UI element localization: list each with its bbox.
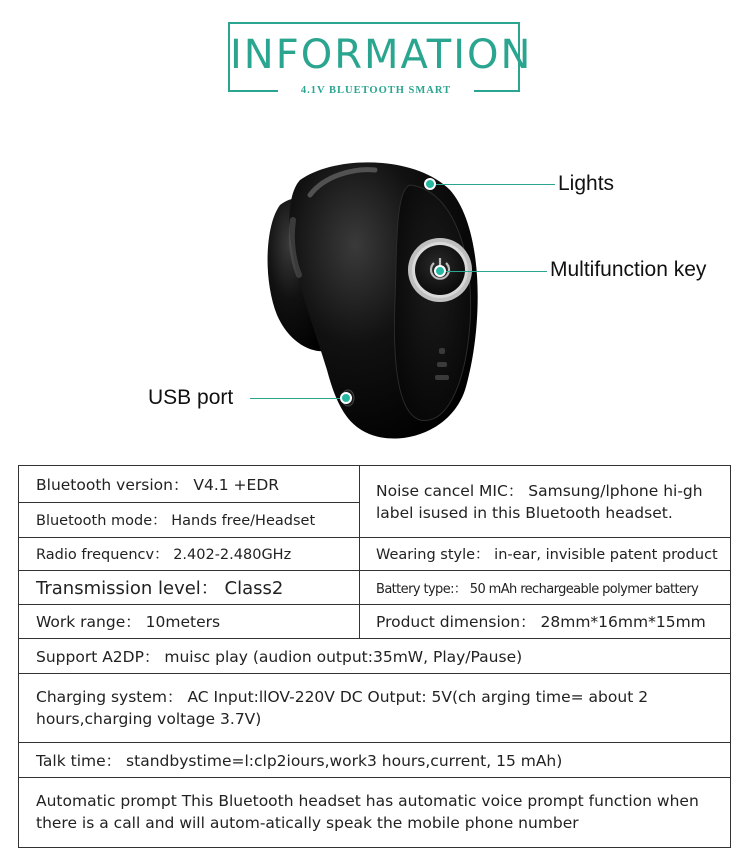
title-frame	[228, 22, 533, 92]
multifunction-key-label: Multifunction key	[550, 258, 707, 281]
spec-charging-system: Charging system： AC Input:llOV-220V DC Output: 5V(ch arging time= about 2 hours,charging voltage 3.7V)	[36, 687, 649, 728]
lights-label: Lights	[558, 172, 615, 195]
spec-battery-type: Battery type:： 50 mAh rechargeable polymer battery	[376, 581, 699, 597]
spec-bluetooth-mode: Bluetooth mode： Hands free/Headset	[36, 513, 316, 529]
page-subtitle: 4.1V BLUETOOTH SMART	[278, 83, 474, 99]
spec-noise-cancel-mic: Noise cancel MIC： Samsung/lphone hi-gh label isused in this Bluetooth headset.	[376, 481, 703, 522]
usb-port-indicator-dot	[340, 392, 352, 404]
usb-port-leader-line	[250, 398, 346, 399]
usb-port-label: USB port	[148, 386, 234, 409]
page-title: INFORMATION	[230, 32, 533, 78]
spec-wearing-style: Wearing style： in-ear, invisible patent product	[376, 547, 718, 563]
multifunction-key-indicator-dot	[434, 265, 446, 277]
spec-transmission-level: Transmission level： Class2	[36, 578, 284, 599]
lights-leader-line	[430, 184, 555, 185]
earbud-image	[255, 150, 505, 450]
spec-support-a2dp: Support A2DP： muisc play (audion output:35mW, Play/Pause)	[36, 647, 523, 666]
multifunction-key-leader-line	[440, 271, 547, 272]
spec-bluetooth-version: Bluetooth version： V4.1 +EDR	[36, 476, 280, 494]
spec-automatic-prompt: Automatic prompt This Bluetooth headset has automatic voice prompt function when there is a call and will autom-atically speak the mobile phone number	[36, 792, 699, 832]
spec-talk-time: Talk time： standbystime=l:clp2iours,work3 hours,current, 15 mAh)	[36, 751, 563, 770]
spec-table	[18, 465, 731, 848]
lights-indicator-dot	[424, 178, 436, 190]
spec-radio-frequency: Radio frequencv： 2.402-2.480GHz	[36, 547, 292, 563]
spec-product-dimension: Product dimension： 28mm*16mm*15mm	[376, 613, 706, 631]
spec-work-range: Work range： 10meters	[36, 613, 221, 631]
